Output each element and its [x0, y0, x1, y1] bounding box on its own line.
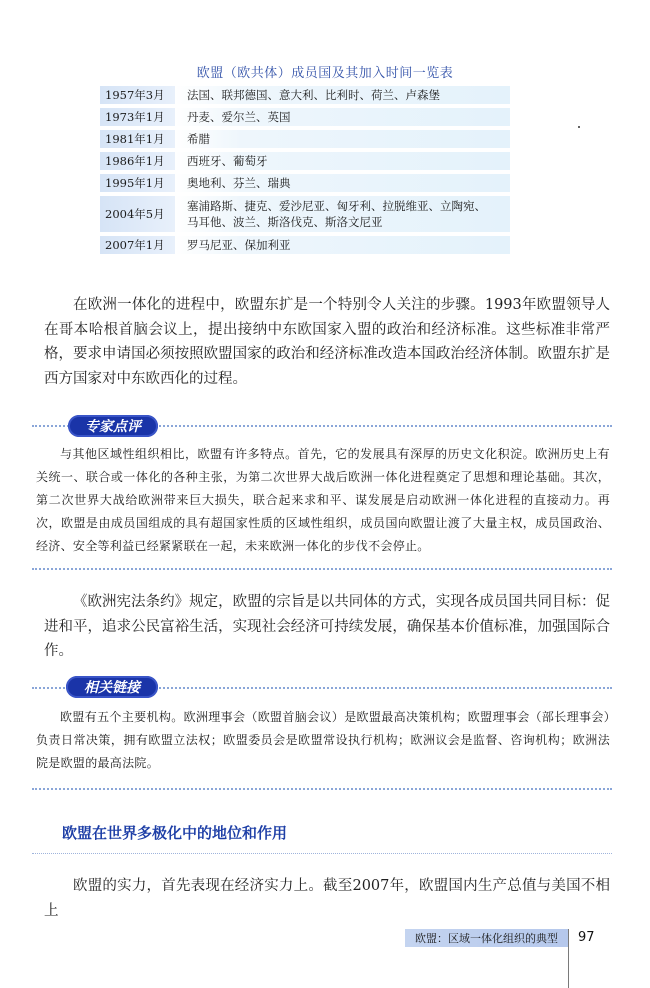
paragraph-constitution: 《欧洲宪法条约》规定，欧盟的宗旨是以共同体的方式，实现各成员国共同目标：促进和平，追求公民富裕生活，实现社会经济可持续发展，确保基本价值标准，加强国际合作。 — [44, 594, 610, 659]
member-line: 塞浦路斯、捷克、爱沙尼亚、匈牙利、拉脱维亚、立陶宛、 — [187, 199, 486, 213]
member-line: 希腊 — [187, 132, 210, 146]
join-date: 2007年1月 — [100, 236, 175, 254]
member-countries — [175, 152, 510, 170]
member-countries — [175, 86, 510, 104]
table-row — [100, 108, 510, 126]
heading-underline — [32, 853, 612, 854]
expert-commentary-text: 与其他区域性组织相比，欧盟有许多特点。首先，它的发展具有深厚的历史文化积淀。欧洲历史上有关统一、联合或一体化的各种主张，为第二次世界大战后欧洲一体化进程奠定了思想和理论基础。其次，第二次世界大战给欧洲带来巨大损失，联合起来求和平、谋发展是启动欧洲一体化进程的直接动力。再次，欧盟是由成员国组成的具有超国家性质的区域性组织，成员国向欧盟让渡了大量主权，成员国政治、经济、安全等利益已经紧紧联在一起，未来欧洲一体化的步伐不会停止。 — [36, 447, 610, 553]
dotted-divider — [32, 788, 612, 790]
table-row — [100, 130, 510, 148]
membership-table — [100, 86, 510, 258]
footer-rule — [568, 929, 569, 988]
member-line: 奥地利、芬兰、瑞典 — [187, 176, 291, 190]
table-row — [100, 196, 510, 232]
table-row — [100, 236, 510, 254]
member-countries — [175, 196, 510, 232]
join-date: 1986年1月 — [100, 152, 175, 170]
paragraph-east-expansion: 在欧洲一体化的进程中，欧盟东扩是一个特别令人关注的步骤。1993年欧盟领导人在哥本哈根首脑会议上，提出接纳中东欧国家入盟的政治和经济标准。这些标准非常严格，要求申请国必须按照欧盟国家的政治和经济标准改造本国政治经济体制。欧盟东扩是西方国家对中东欧西化的过程。 — [44, 297, 610, 387]
join-date: 1995年1月 — [100, 174, 175, 192]
member-countries — [175, 236, 510, 254]
member-countries — [175, 108, 510, 126]
table-title: 欧盟（欧共体）成员国及其加入时间一览表 — [196, 66, 454, 81]
table-row — [100, 152, 510, 170]
related-links-badge: 相关链接 — [66, 676, 158, 698]
expert-commentary-badge: 专家点评 — [68, 415, 158, 437]
chapter-title-footer: 欧盟：区域一体化组织的典型 — [405, 929, 568, 947]
section-heading: 欧盟在世界多极化中的地位和作用 — [62, 824, 288, 842]
table-row — [100, 86, 510, 104]
scan-speck — [578, 126, 580, 128]
member-line: 马耳他、波兰、斯洛伐克、斯洛文尼亚 — [187, 215, 383, 229]
member-countries — [175, 130, 510, 148]
member-countries — [175, 174, 510, 192]
table-row — [100, 174, 510, 192]
member-line: 法国、联邦德国、意大利、比利时、荷兰、卢森堡 — [187, 88, 440, 102]
page-number: 97 — [578, 930, 595, 945]
paragraph-economy: 欧盟的实力，首先表现在经济实力上。截至2007年，欧盟国内生产总值与美国不相上 — [44, 878, 610, 919]
join-date: 1957年3月 — [100, 86, 175, 104]
join-date: 1973年1月 — [100, 108, 175, 126]
related-links-text: 欧盟有五个主要机构。欧洲理事会（欧盟首脑会议）是欧盟最高决策机构；欧盟理事会（部长理事会）负责日常决策，拥有欧盟立法权；欧盟委员会是欧盟常设执行机构；欧洲议会是监督、咨询机构；欧洲法院是欧盟的最高法院。 — [36, 710, 610, 770]
join-date: 1981年1月 — [100, 130, 175, 148]
dotted-divider — [32, 568, 612, 570]
member-line: 西班牙、葡萄牙 — [187, 154, 268, 168]
member-line: 丹麦、爱尔兰、英国 — [187, 110, 291, 124]
member-line: 罗马尼亚、保加利亚 — [187, 238, 291, 252]
join-date: 2004年5月 — [100, 196, 175, 232]
